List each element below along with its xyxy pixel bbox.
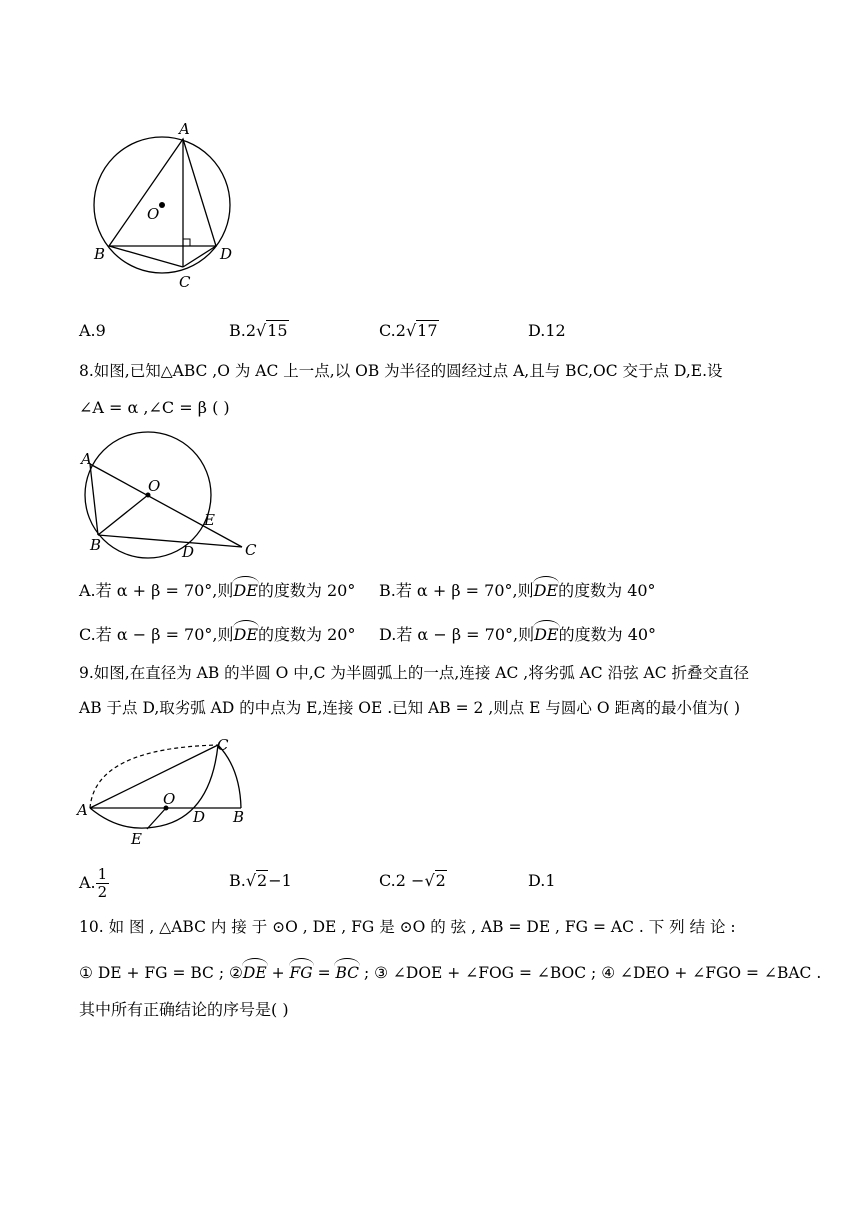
q8-label-a: A	[81, 450, 92, 468]
q7-label-c: C	[179, 273, 191, 291]
q7-segment-bc	[109, 246, 183, 267]
q7-option-b[interactable]: B.2√15	[229, 321, 288, 340]
q9-figure	[75, 733, 260, 853]
q10-stem-line1: 10. 如 图 , △ABC 内 接 于 ⊙O , DE , FG 是 ⊙O 的 弦 , AB = DE , FG = AC . 下 列 结 论 :	[79, 918, 736, 936]
q8-segment-ab	[90, 464, 98, 535]
q8-stem-line1: 8.如图,已知△ABC ,O 为 AC 上一点,以 OB 为半径的圆经过点 A,且与 BC,OC 交于点 D,E.设	[79, 362, 723, 380]
q9-label-a: A	[77, 801, 88, 819]
q9-option-a[interactable]: A. $\frac{1}{2}$	[79, 865, 108, 901]
q8-segment-ob	[98, 495, 148, 535]
q8-label-d: D	[182, 543, 195, 560]
q8-stem-line2: ∠A = α ,∠C = β ( )	[79, 398, 230, 417]
q9-semicircle-arc	[218, 745, 241, 808]
q9-label-e: E	[131, 830, 142, 848]
q8-label-c: C	[245, 541, 257, 559]
q7-figure	[85, 120, 245, 295]
q9-option-d[interactable]: D.1	[528, 871, 556, 890]
q8-figure	[78, 430, 268, 560]
q9-label-o: O	[163, 790, 176, 808]
q8-option-c[interactable]: C.若 α − β = 70°,则DE的度数为 20°	[79, 625, 356, 644]
q8-segment-bc	[98, 535, 242, 547]
q8-label-b: B	[90, 536, 102, 554]
q10-stem-line3: 其中所有正确结论的序号是( )	[79, 1000, 289, 1019]
q9-chord-ac	[90, 745, 218, 808]
q7-label-d: D	[220, 245, 233, 263]
q7-label-o: O	[147, 205, 160, 223]
q9-stem-line1: 9.如图,在直径为 AB 的半圆 O 中,C 为半圆弧上的一点,连接 AC ,将劣弧 AC 沿弦 AC 折叠交直径	[79, 664, 750, 682]
q7-triangle-abd	[109, 139, 216, 246]
q8-option-d[interactable]: D.若 α − β = 70°,则DE的度数为 40°	[379, 625, 657, 644]
q8-label-e: E	[204, 511, 215, 529]
q7-right-angle-mark	[183, 239, 190, 246]
q7-segment-dc	[183, 246, 216, 267]
q9-option-c[interactable]: C.2 −√2	[379, 871, 446, 890]
q7-option-d[interactable]: D.12	[528, 321, 566, 340]
q7-option-c[interactable]: C.2√17	[379, 321, 438, 340]
q9-label-b: B	[233, 808, 245, 826]
q8-option-b[interactable]: B.若 α + β = 70°,则DE的度数为 40°	[379, 581, 656, 600]
q9-fraction: $\frac{1}{2}$	[97, 865, 108, 901]
q7-label-a: A	[179, 120, 190, 138]
q8-label-o: O	[148, 477, 161, 495]
q7-center-dot	[159, 202, 165, 208]
q7-label-b: B	[94, 245, 106, 263]
q9-label-c: C	[217, 736, 229, 754]
q10-stem-line2: ① DE + FG = BC ; ②DE + FG = BC ; ③ ∠DOE + ∠FOG = ∠BOC ; ④ ∠DEO + ∠FGO = ∠BAC .	[79, 964, 822, 982]
q7-option-a[interactable]: A.9	[79, 321, 106, 340]
q9-stem-line2: AB 于点 D,取劣弧 AD 的中点为 E,连接 OE .已知 AB = 2 ,则点 E 与圆心 O 距离的最小值为( )	[79, 699, 741, 717]
q9-label-d: D	[193, 808, 206, 826]
q9-option-b[interactable]: B.√2−1	[229, 871, 292, 890]
q8-segment-ac	[90, 464, 242, 547]
q8-option-a[interactable]: A.若 α + β = 70°,则DE的度数为 20°	[79, 581, 356, 600]
